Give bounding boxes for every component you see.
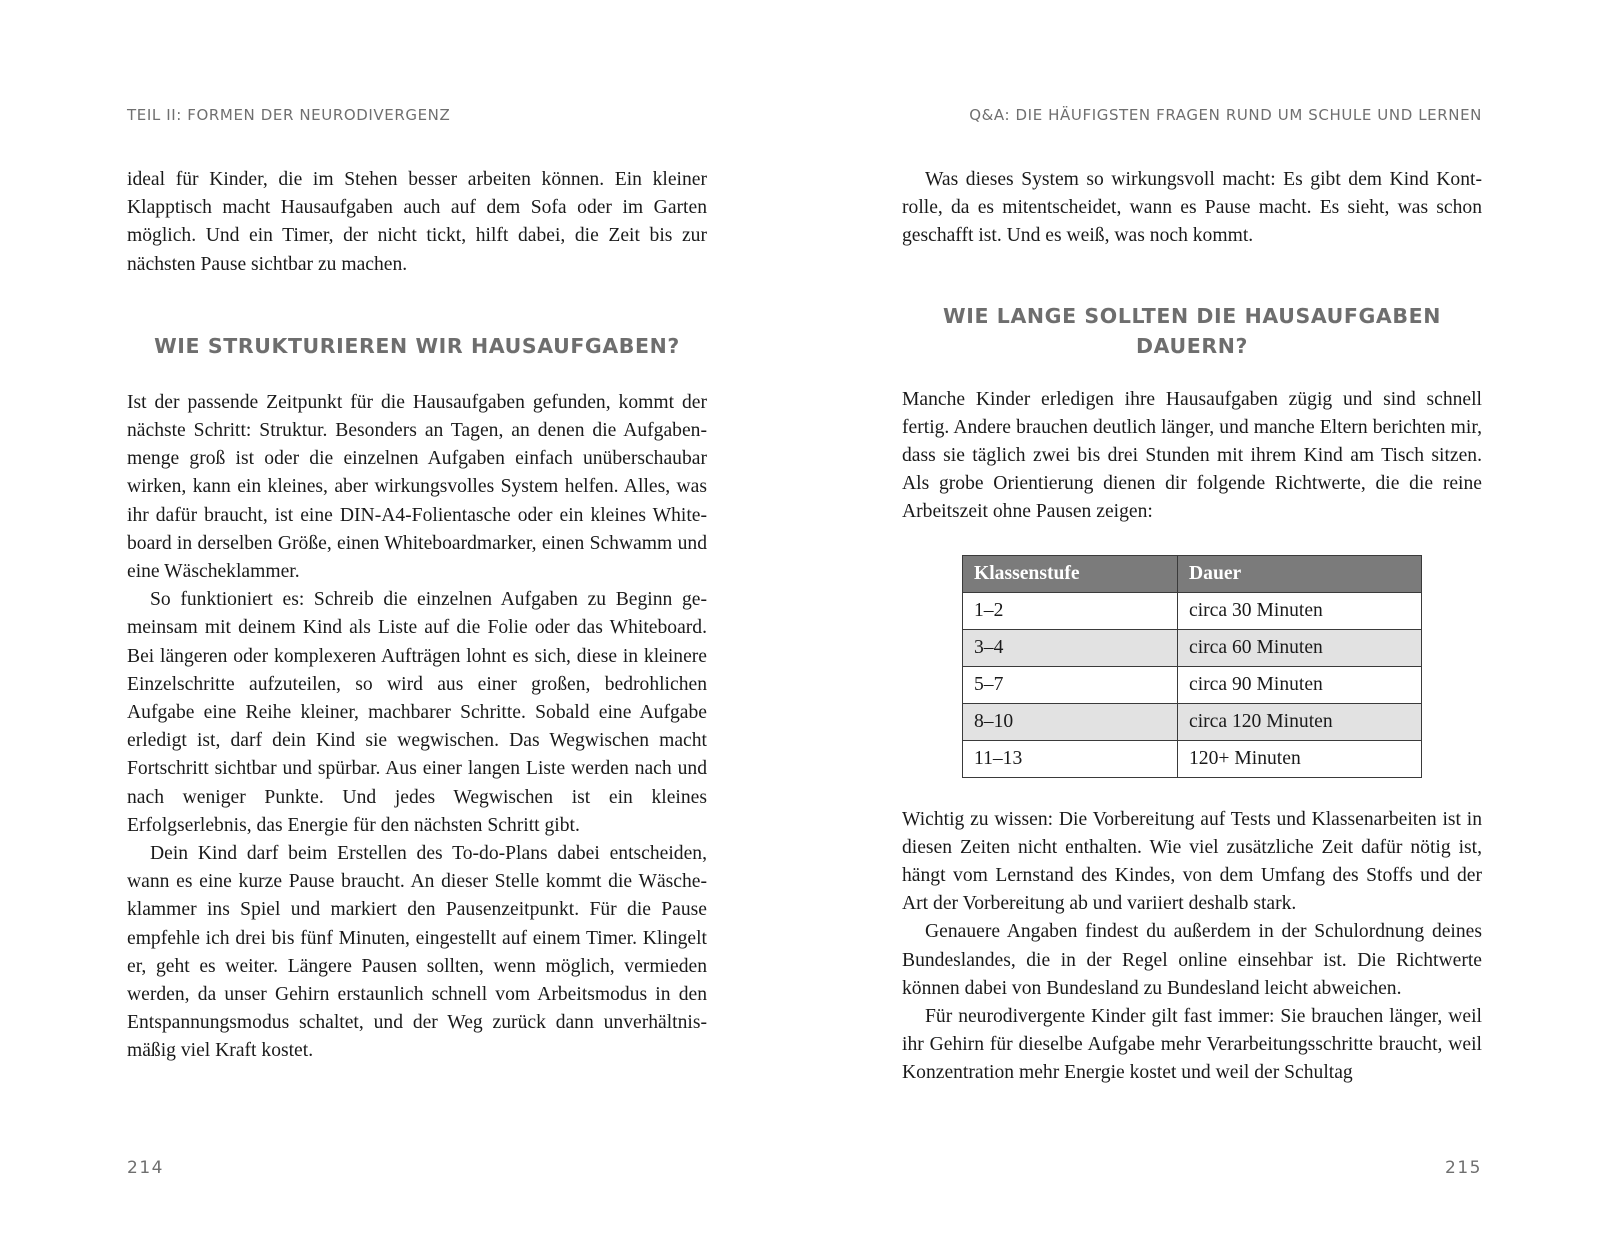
table-row [963, 629, 1422, 666]
paragraph: Dein Kind darf beim Erstellen des To-do-Plans dabei entscheiden, wann es eine kurze Pause braucht. An dieser Stelle kommt die Wäscheklammer ins Spiel und markiert den Pausenzeitpunkt. Für die Pause empfehle ich drei bis fünf Minuten, eingestellt auf einem Timer. Klingelt er, geht es weiter. Längere Pausen sollten, wenn möglich, vermieden werden, da unser Gehirn erstaunlich schnell vom Arbeitsmodus in den Entspannungsmodus schaltet, und der Weg zurück dann unverhältnismäßig viel Kraft kostet. [127, 843, 707, 1062]
table-header-row [963, 555, 1422, 592]
paragraph: Für neurodivergente Kinder gilt fast immer: Sie brauchen länger, weil ihr Gehirn für dieselbe Aufgabe mehr Verarbeitungsschritte braucht, weil Konzentration mehr Energie kostet und weil der Schultag [902, 1006, 1482, 1084]
paragraph: Manche Kinder erledigen ihre Hausaufgaben zügig und sind schnell fertig. Andere brauchen deutlich länger, und manche Eltern berichten mir, dass sie täglich zwei bis drei Stunden mit ihrem Kind am Tisch sitzen. Als grobe Orientierung dienen dir folgende Richtwerte, die die reine Arbeitszeit ohne Pausen zeigen: [902, 388, 1482, 523]
running-head-left: TEIL II: FORMEN DER NEURODIVERGENZ [127, 106, 451, 124]
running-head-right: Q&A: DIE HÄUFIGSTEN FRAGEN RUND UM SCHULE UND LERNEN [969, 106, 1482, 124]
right-page [902, 0, 1482, 1257]
table-cell: circa 120 Minuten [1178, 703, 1422, 740]
paragraph: Wichtig zu wissen: Die Vorbereitung auf Tests und Klassenarbeiten ist in diesen Zeiten nicht enthalten. Wie viel zusätzliche Zeit dafür nötig ist, hängt vom Lernstand des Kindes, von dem Umfang des Stoffs und der Art der Vorbereitung ab und variiert deshalb stark. [902, 808, 1482, 915]
table-header-cell: Dauer [1178, 555, 1422, 592]
paragraph: ideal für Kinder, die im Stehen besser arbeiten können. Ein kleiner Klapptisch macht Hausaufgaben auch auf dem Sofa oder im Garten möglich. Und ein Timer, der nicht tickt, hilft dabei, die Zeit bis zur nächsten Pause sichtbar zu machen. [127, 169, 707, 275]
table-cell: 8–10 [963, 703, 1178, 740]
page-number-right: 215 [1445, 1158, 1482, 1178]
heading-line-2: DAUERN? [1136, 333, 1248, 358]
table-cell: circa 90 Minuten [1178, 666, 1422, 703]
page-number-left: 214 [127, 1158, 164, 1178]
paragraph: Was dieses System so wirkungsvoll macht: Es gibt dem Kind Kontrolle, da es mitentscheidet, wann es Pause macht. Es sieht, was schon geschafft ist. Und es weiß, was noch kommt. [902, 169, 1482, 247]
table-row [963, 592, 1422, 629]
table-cell: 1–2 [963, 592, 1178, 629]
table-header-cell: Klassenstufe [963, 555, 1178, 592]
table-row [963, 703, 1422, 740]
table-cell: 3–4 [963, 629, 1178, 666]
heading-line-1: WIE LANGE SOLLTEN DIE HAUSAUFGABEN [943, 303, 1441, 328]
left-page [127, 0, 707, 1257]
section-heading [902, 301, 1482, 361]
section-heading: WIE STRUKTURIEREN WIR HAUSAUFGABEN? [154, 333, 680, 358]
table-cell: circa 60 Minuten [1178, 629, 1422, 666]
paragraph: Ist der passende Zeitpunkt für die Hausaufgaben gefunden, kommt der nächste Schritt: Struktur. Besonders an Tagen, an denen die Aufgabenmenge groß ist oder die einzelnen Aufgaben einfach unüberschaubar wirken, kann ein kleines, aber wirkungsvolles System helfen. Alles, was ihr dafür braucht, ist eine DIN-A4-Folientasche oder ein kleines Whiteboard in derselben Größe, einen Whiteboardmarker, einen Schwamm und eine Wäscheklammer. [127, 391, 707, 583]
table-cell: 5–7 [963, 666, 1178, 703]
table-cell: circa 30 Minuten [1178, 592, 1422, 629]
right-page-body [902, 166, 1482, 1088]
table-row [963, 666, 1422, 703]
table-row [963, 740, 1422, 777]
table-cell: 120+ Minuten [1178, 740, 1422, 777]
paragraph: So funktioniert es: Schreib die einzelnen Aufgaben zu Beginn gemeinsam mit deinem Kind als Liste auf die Folie oder das Whiteboard. Bei längeren oder komplexeren Aufträgen lohnt es sich, diese in kleinere Einzelschritte aufzuteilen, so wird aus einer großen, bedrohlichen Aufgabe eine Reihe kleiner, machbarer Schritte. Sobald eine Aufgabe erledigt ist, darf dein Kind sie wegwischen. Das Wegwischen macht Fortschritt sichtbar und spürbar. Aus einer langen Liste werden nach und nach weniger Punkte. Und jedes Wegwischen ist ein kleines Erfolgserlebnis, das Energie für den nächsten Schritt gibt. [127, 589, 707, 836]
paragraph: Genauere Angaben findest du außerdem in der Schulordnung deines Bundeslandes, die in der Regel online einsehbar ist. Die Richtwerte können dabei von Bundesland zu Bundesland leicht abweichen. [902, 921, 1482, 999]
left-page-body [127, 166, 707, 1066]
homework-duration-table [962, 555, 1422, 778]
table-cell: 11–13 [963, 740, 1178, 777]
